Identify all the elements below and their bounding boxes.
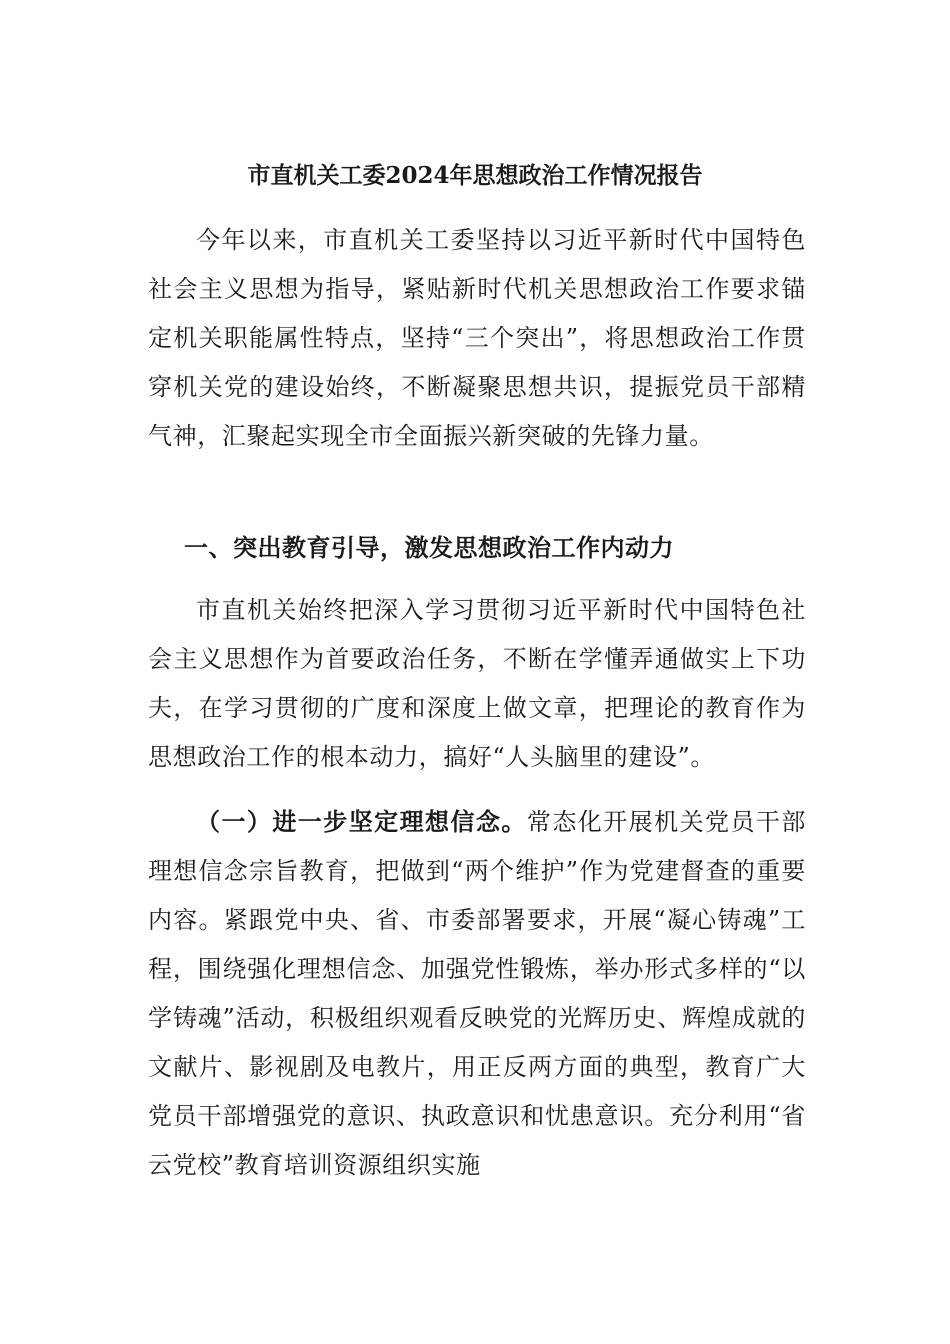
section-heading: 一、突出教育引导，激发思想政治工作内动力 bbox=[184, 533, 674, 562]
item-body: 常态化开展机关党员干部理想信念宗旨教育，把做到“两个维护”作为党建督查的重要内容。紧跟党中央、省、市委部署要求，开展“凝心铸魂”工程，围绕强化理想信念、加强党性锻炼，举办形式多样的“以学铸魂”活动，积极组织观看反映党的光辉历史、辉煌成就的文献片、影视剧及电教片，用正反两方面的典型，教育广大党员干部增强党的意识、执政意识和忧患意识。充分利用“省云党校”教育培训资源组织实施 bbox=[148, 808, 806, 1179]
item-heading: （一）进一步坚定理想信念。 bbox=[196, 807, 527, 836]
intro-paragraph: 今年以来，市直机关工委坚持以习近平新时代中国特色社会主义思想为指导，紧贴新时代机关思想政治工作要求锚定机关职能属性特点，坚持“三个突出”，将思想政治工作贯穿机关党的建设始终，不断凝聚思想共识，提振党员干部精气神，汇聚起实现全市全面振兴新突破的先锋力量。 bbox=[148, 226, 806, 450]
section-paragraph: 市直机关始终把深入学习贯彻习近平新时代中国特色社会主义思想作为首要政治任务，不断在学懂弄通做实上下功夫，在学习贯彻的广度和深度上做文章，把理论的教育作为思想政治工作的根本动力，搞好“人头脑里的建设”。 bbox=[148, 596, 806, 771]
document-title: 市直机关工委2024年思想政治工作情况报告 bbox=[247, 162, 703, 189]
item-paragraph bbox=[148, 797, 806, 1190]
